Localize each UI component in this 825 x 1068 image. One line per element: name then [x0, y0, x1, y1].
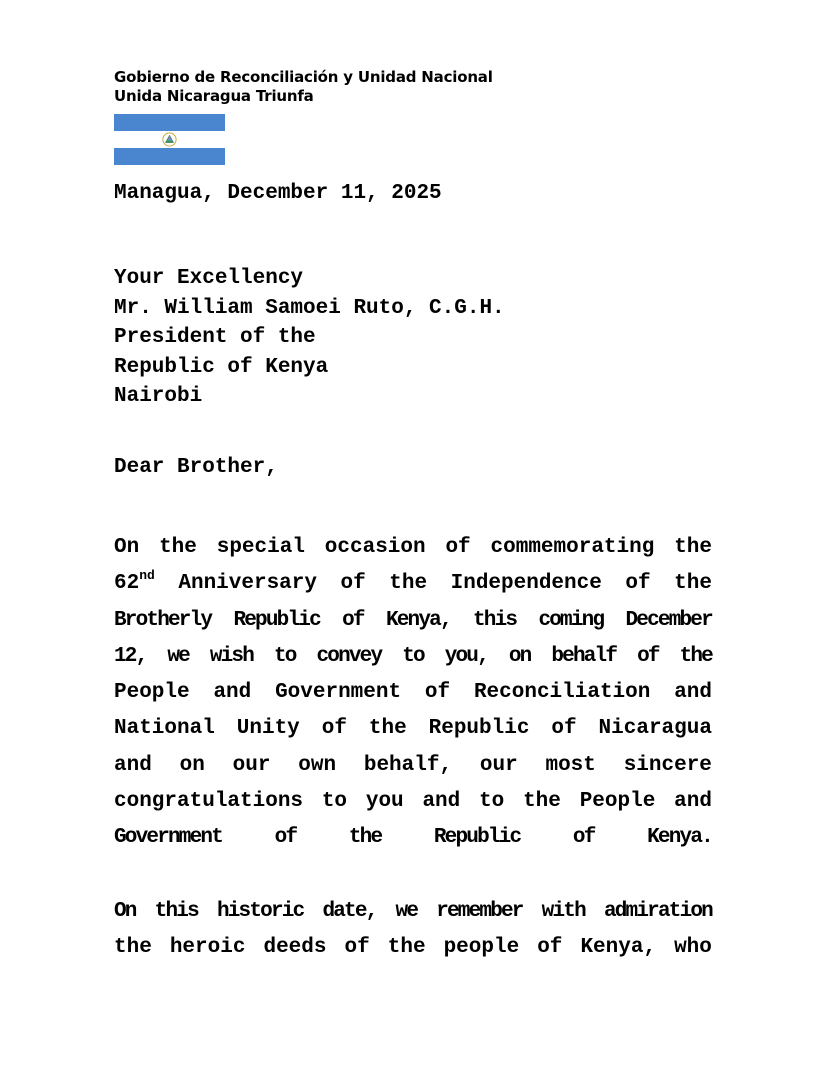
- paragraph-word: we: [167, 644, 189, 668]
- paragraph-word: Reconciliation: [473, 681, 651, 705]
- paragraph-word: of: [424, 681, 451, 705]
- paragraph-word: on: [179, 753, 205, 777]
- paragraph-word: the: [368, 717, 407, 741]
- paragraph-line: [114, 711, 712, 747]
- paragraph-line: [114, 675, 712, 711]
- paragraph-word: wish: [209, 644, 254, 668]
- paragraph-word: Republic: [433, 826, 521, 850]
- paragraph-word: People: [579, 790, 656, 814]
- paragraph-word: Anniversary: [178, 572, 317, 596]
- nicaragua-flag: [114, 114, 225, 165]
- anniversary-number: 62: [114, 572, 140, 596]
- letterhead-government-name: Gobierno de Reconciliación y Unidad Nacional: [114, 68, 493, 86]
- recipient-name: Mr. William Samoei Ruto, C.G.H.: [114, 296, 505, 320]
- paragraph-line: [114, 784, 712, 820]
- paragraph-word: our: [232, 753, 271, 777]
- paragraph-word: people: [443, 936, 520, 960]
- recipient-country: Republic of Kenya: [114, 355, 329, 379]
- nicaragua-coat-of-arms-icon: [162, 132, 177, 147]
- letterhead-motto: Unida Nicaragua Triunfa: [114, 87, 314, 105]
- paragraph-word: of: [537, 936, 563, 960]
- paragraph-word: our: [479, 753, 518, 777]
- paragraph-word: 12,: [114, 644, 147, 668]
- paragraph-line: [114, 530, 712, 566]
- paragraph-word: of: [445, 536, 471, 559]
- paragraph-word: and: [114, 753, 152, 777]
- paragraph-word: the: [679, 644, 712, 668]
- paragraph-word: convey: [316, 644, 382, 668]
- paragraph-word: the: [387, 936, 426, 960]
- paragraph-word: with: [541, 900, 585, 923]
- paragraph-word: of: [340, 572, 366, 596]
- paragraph-word: this: [154, 900, 198, 923]
- paragraph-word: to: [273, 644, 296, 668]
- paragraph-word: we: [395, 900, 418, 923]
- paragraph-line: [114, 930, 712, 966]
- paragraph-word: to: [321, 790, 348, 814]
- paragraph-word: Brotherly: [114, 608, 212, 632]
- paragraph-word: occasion: [324, 536, 426, 559]
- paragraph-word: to: [402, 644, 424, 668]
- paragraph-word: People: [114, 681, 190, 705]
- paragraph-word: Republic: [428, 717, 530, 741]
- paragraph-word: the: [674, 572, 712, 596]
- paragraph-word: of: [551, 717, 577, 741]
- paragraph-word: Government: [275, 681, 402, 705]
- paragraph-word: deeds: [263, 936, 327, 960]
- paragraph-word: National: [114, 717, 215, 741]
- paragraph-word: Independence: [450, 572, 602, 596]
- paragraph-word: the: [114, 936, 152, 960]
- paragraph-line: [114, 603, 712, 639]
- paragraph-word: historic: [216, 900, 304, 923]
- paragraph-historic-date: [114, 894, 712, 967]
- paragraph-word: most: [545, 753, 596, 777]
- paragraph-word: and: [422, 790, 461, 814]
- paragraph-word: the: [348, 826, 382, 850]
- ordinal-suffix: nd: [139, 568, 155, 584]
- paragraph-word: you,: [444, 644, 488, 668]
- recipient-title: President of the: [114, 326, 316, 349]
- paragraph-word: this: [473, 608, 517, 632]
- paragraph-word: Nicaragua: [598, 717, 712, 741]
- paragraph-word: the: [389, 572, 428, 596]
- paragraph-word: own: [298, 753, 337, 777]
- paragraph-line: [114, 894, 712, 930]
- paragraph-word: remember: [436, 900, 523, 923]
- paragraph-word: sincere: [623, 753, 712, 777]
- salutation: Dear Brother,: [114, 456, 278, 479]
- paragraph-word: commemorating: [490, 536, 655, 559]
- paragraph-word: the: [523, 790, 561, 814]
- paragraph-word: admiration: [603, 900, 712, 923]
- paragraph-word: Kenya,: [580, 936, 657, 960]
- recipient-honorific: Your Excellency: [114, 267, 304, 290]
- paragraph-word: and: [674, 790, 712, 814]
- paragraph-word: behalf,: [363, 753, 453, 777]
- paragraph-word: and: [674, 681, 712, 705]
- paragraph-word: Government: [114, 826, 223, 850]
- paragraph-word: special: [216, 536, 305, 559]
- paragraph-word: December: [625, 608, 712, 632]
- paragraph-word: and: [213, 681, 252, 705]
- paragraph-word: of: [342, 608, 364, 632]
- paragraph-word: who: [674, 936, 712, 960]
- paragraph-line: [114, 566, 712, 602]
- paragraph-word: [114, 566, 155, 602]
- letter-date: Managua, December 11, 2025: [114, 182, 442, 205]
- flag-bottom-blue-band: [114, 148, 225, 165]
- paragraph-line: [114, 639, 712, 675]
- paragraph-word: On: [114, 900, 136, 923]
- paragraph-word: to: [479, 790, 505, 814]
- paragraph-word: of: [274, 826, 297, 850]
- paragraph-word: of: [344, 936, 370, 960]
- flag-top-blue-band: [114, 114, 225, 131]
- paragraph-word: Unity: [236, 717, 300, 741]
- paragraph-word: coming: [538, 608, 604, 632]
- paragraph-word: of: [637, 644, 659, 668]
- paragraph-word: Republic: [233, 608, 320, 632]
- paragraph-word: the: [674, 536, 712, 559]
- paragraph-line: [114, 820, 712, 856]
- paragraph-congratulations: [114, 530, 712, 857]
- paragraph-word: of: [625, 572, 651, 596]
- paragraph-word: the: [159, 536, 197, 559]
- paragraph-word: of: [572, 826, 595, 850]
- paragraph-word: Kenya,: [385, 608, 451, 632]
- paragraph-word: On: [114, 536, 140, 559]
- paragraph-word: of: [321, 717, 347, 741]
- paragraph-word: behalf: [551, 644, 617, 668]
- paragraph-word: heroic: [169, 936, 246, 960]
- paragraph-word: congratulations: [114, 790, 304, 814]
- recipient-city: Nairobi: [114, 385, 203, 408]
- letterhead: [114, 68, 493, 106]
- paragraph-word: date,: [322, 900, 377, 923]
- paragraph-line: [114, 748, 712, 784]
- paragraph-word: you: [365, 790, 404, 814]
- paragraph-word: on: [508, 644, 531, 668]
- recipient-address: [114, 264, 505, 412]
- paragraph-word: Kenya.: [647, 826, 712, 850]
